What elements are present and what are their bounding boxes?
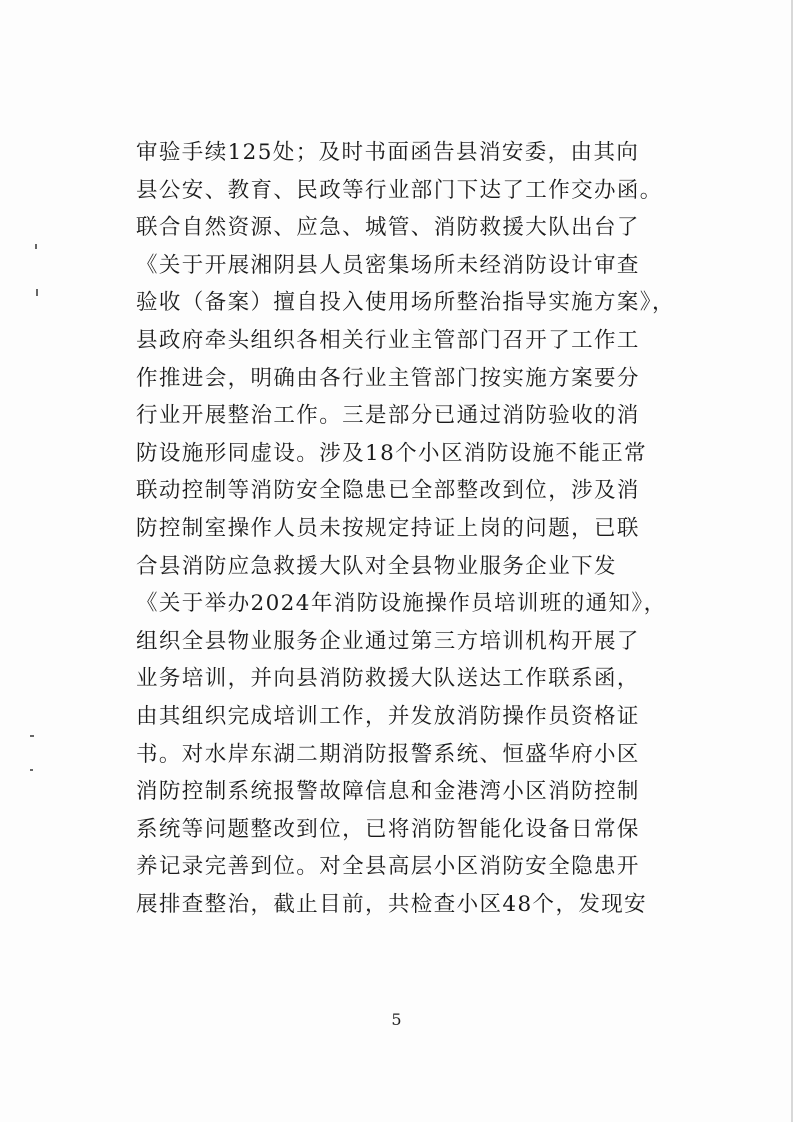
text-line: 县政府牵头组织各相关行业主管部门召开了工作工 <box>136 327 640 353</box>
body-text <box>136 134 696 923</box>
scan-mark <box>36 289 38 296</box>
text-line: 合县消防应急救援大队对全县物业服务企业下发 <box>136 553 617 579</box>
text-line: 防设施形同虚设。涉及18个小区消防设施不能正常 <box>136 440 648 466</box>
text-line: 书。对水岸东湖二期消防报警系统、恒盛华府小区 <box>136 741 640 767</box>
text-line: 行业开展整治工作。三是部分已通过消防验收的消 <box>136 403 640 429</box>
text-line: 联合自然资源、应急、城管、消防救援大队出台了 <box>136 215 640 241</box>
text-line: 作推进会，明确由各行业主管部门按实施方案要分 <box>136 365 640 391</box>
text-line: 组织全县物业服务企业通过第三方培训机构开展了 <box>136 628 640 654</box>
text-line: 由其组织完成培训工作，并发放消防操作员资格证 <box>136 703 640 729</box>
scan-mark <box>35 244 37 249</box>
text-line: 联动控制等消防安全隐患已全部整改到位，涉及消 <box>136 478 640 504</box>
scan-mark <box>30 769 33 771</box>
page-number: 5 <box>391 1010 402 1029</box>
text-line: 展排查整治，截止目前，共检查小区48个，发现安 <box>136 891 648 917</box>
text-line: 《关于开展湘阴县人员密集场所未经消防设计审查 <box>136 252 640 278</box>
scan-mark <box>30 735 34 737</box>
text-line: 审验手续125处；及时书面函告县消安委，由其向 <box>136 140 640 165</box>
text-line: 防控制室操作人员未按规定持证上岗的问题，已联 <box>136 515 640 541</box>
text-line: 消防控制系统报警故障信息和金港湾小区消防控制 <box>136 779 640 805</box>
text-line: 验收（备案）擅自投入使用场所整治指导实施方案》， <box>136 290 675 316</box>
text-line: 养记录完善到位。对全县高层小区消防安全隐患开 <box>136 854 640 880</box>
text-line: 系统等问题整改到位，已将消防智能化设备日常保 <box>136 816 640 842</box>
text-line: 县公安、教育、民政等行业部门下达了工作交办函。 <box>136 177 663 203</box>
text-line: 业务培训，并向县消防救援大队送达工作联系函， <box>136 666 640 692</box>
text-line: 《关于举办2024年消防设施操作员培训班的通知》， <box>136 591 667 617</box>
